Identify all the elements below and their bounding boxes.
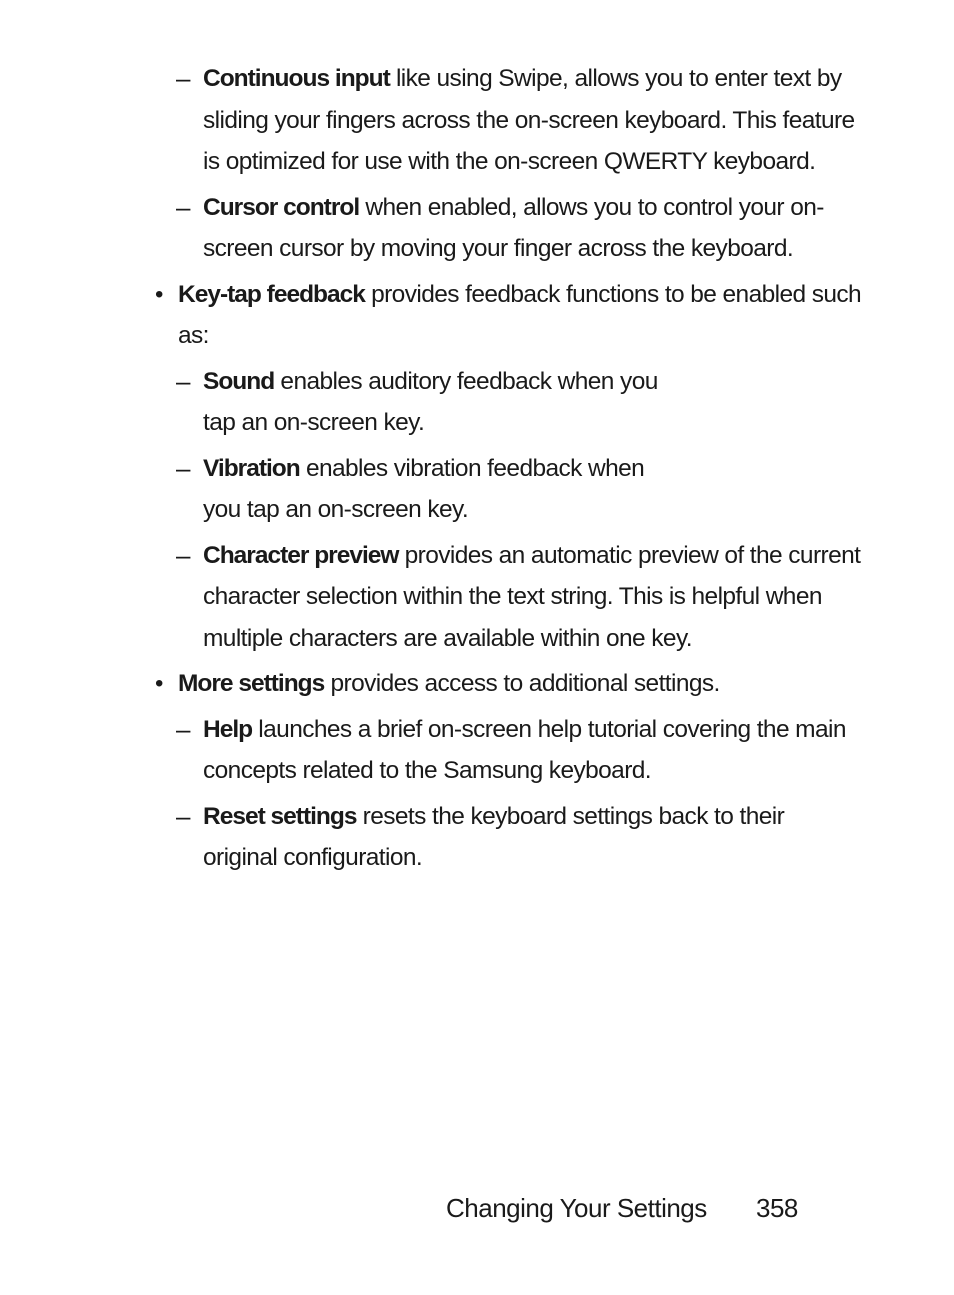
page-footer	[446, 1193, 798, 1224]
item-description: enables auditory feedback when you tap an on-screen key.	[203, 367, 658, 436]
item-description: launches a brief on-screen help tutorial covering the main concepts related to the Samsung keyboard.	[203, 715, 846, 784]
dash-marker: –	[176, 191, 190, 222]
item-description: resets the keyboard settings back to their original configuration.	[203, 802, 785, 871]
list-item-more-settings	[155, 663, 868, 705]
list-item-cursor-control	[176, 187, 863, 270]
list-item-character-preview	[176, 535, 863, 660]
item-description: provides feedback functions to be enabled such as:	[178, 280, 862, 349]
dash-marker: –	[176, 539, 190, 570]
item-term: Sound	[203, 367, 275, 395]
bullet-marker: •	[155, 280, 163, 308]
list-item-help	[176, 709, 863, 792]
dash-marker: –	[176, 800, 190, 831]
list-item-sound	[176, 361, 673, 444]
dash-marker: –	[176, 452, 190, 483]
item-term: Continuous input	[203, 65, 390, 92]
item-description: when enabled, allows you to control your on-screen cursor by moving your finger across the keyboard.	[203, 193, 824, 262]
item-description: provides an automatic preview of the current character selection within the text string. This is helpful when multiple characters are available within one key.	[203, 541, 861, 652]
item-term: Reset settings	[203, 802, 357, 830]
document-body	[0, 58, 954, 883]
item-term: Cursor control	[203, 193, 360, 221]
dash-marker: –	[176, 365, 190, 396]
list-item-key-tap-feedback	[155, 274, 868, 357]
dash-marker: –	[176, 713, 190, 744]
item-term: Help	[203, 715, 253, 743]
item-description: enables vibration feedback when you tap an on-screen key.	[203, 454, 645, 523]
list-item-continuous-input	[176, 58, 863, 183]
list-item-reset-settings	[176, 796, 863, 879]
item-term: More settings	[178, 670, 325, 697]
dash-marker: –	[176, 63, 190, 93]
item-description: like using Swipe, allows you to enter text by sliding your fingers across the on-screen keyboard. This feature is optimized for use with the on-screen QWERTY keyboard.	[203, 65, 855, 175]
item-term: Vibration	[203, 454, 300, 482]
list-item-vibration	[176, 448, 673, 531]
item-description: provides access to additional settings.	[324, 670, 720, 697]
item-term: Key-tap feedback	[178, 280, 365, 308]
item-term: Character preview	[203, 541, 399, 569]
bullet-marker: •	[155, 670, 163, 697]
footer-section-title: Changing Your Settings	[446, 1193, 707, 1223]
page-number: 358	[756, 1193, 798, 1223]
